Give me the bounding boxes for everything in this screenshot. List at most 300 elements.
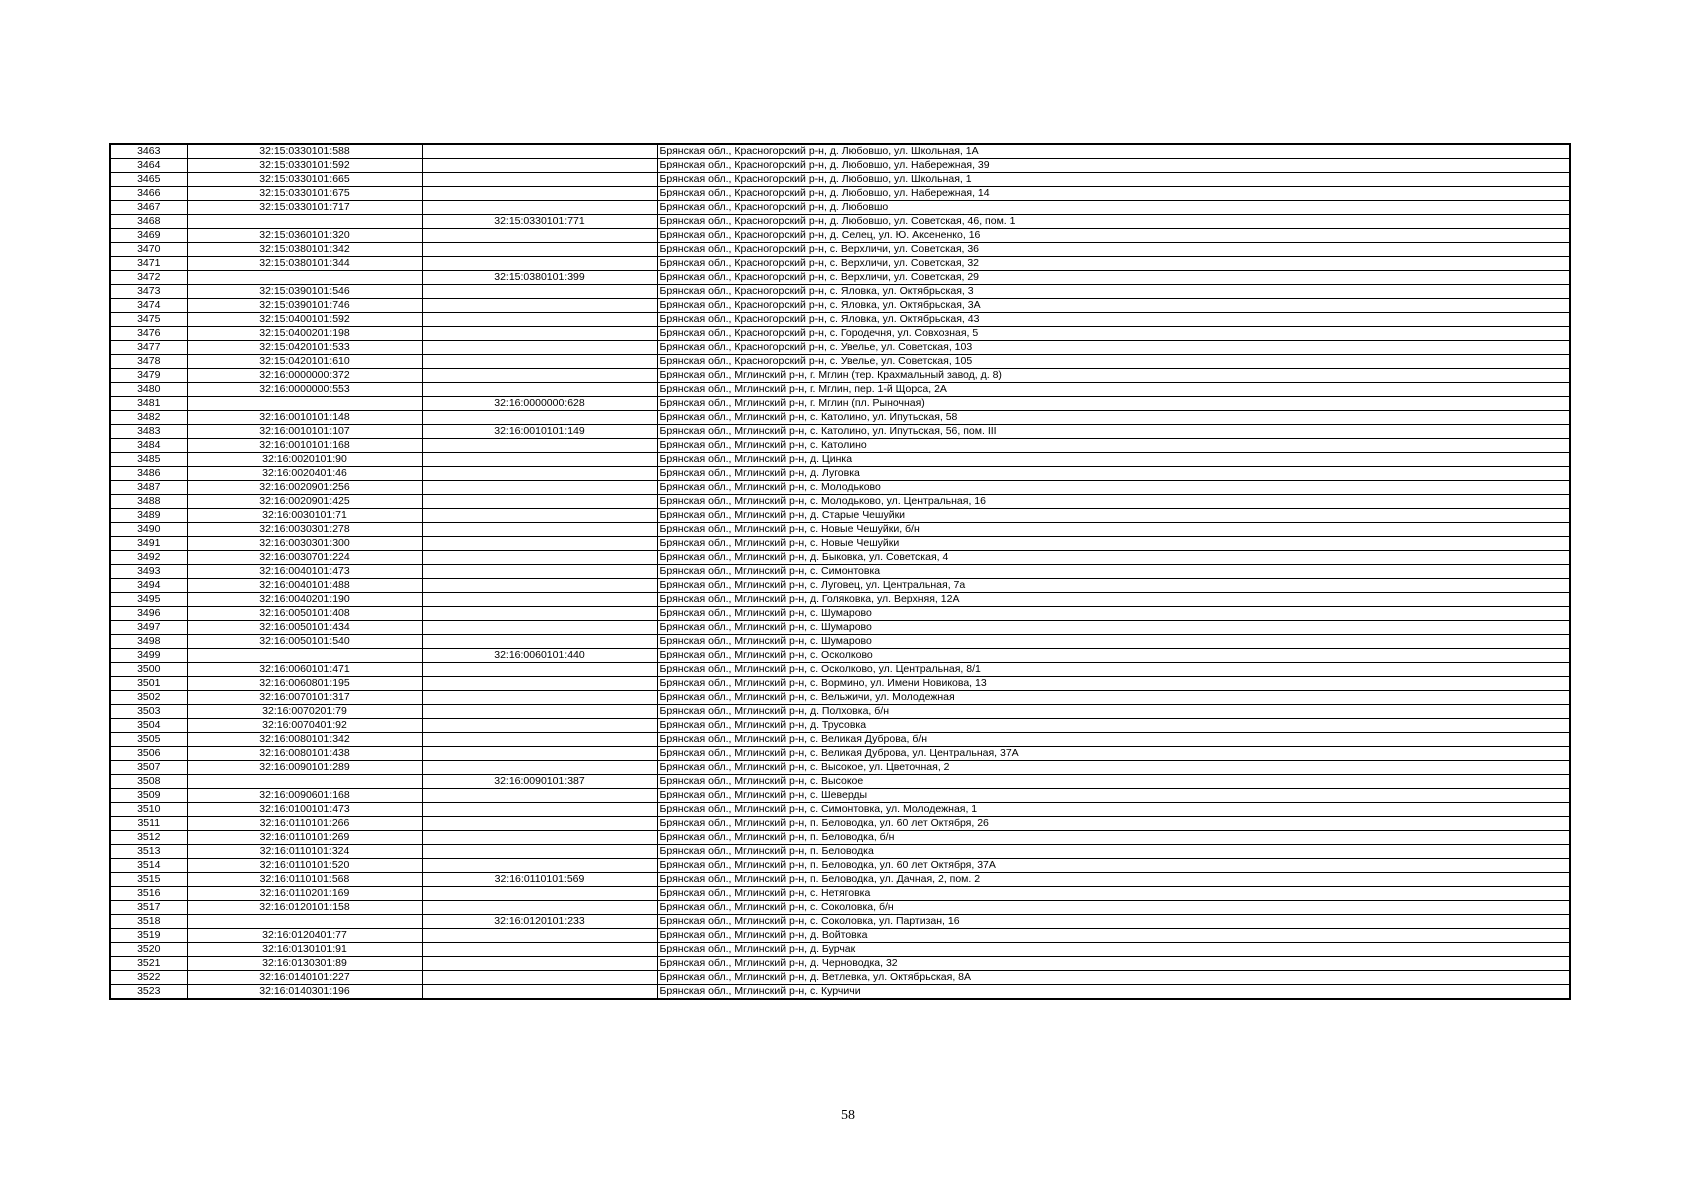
- cadastral-number-cell: 32:16:0120101:158: [187, 901, 422, 915]
- cadastral-number-cell: 32:15:0400201:198: [187, 327, 422, 341]
- secondary-cadastral-number-cell: [422, 229, 657, 243]
- row-number-cell: 3479: [110, 369, 187, 383]
- table-row: [110, 537, 1570, 551]
- cadastral-number-cell: [187, 397, 422, 411]
- row-number-cell: 3470: [110, 243, 187, 257]
- address-cell: Брянская обл., Мглинский р-н, п. Беловодка, ул. Дачная, 2, пом. 2: [657, 873, 1570, 887]
- secondary-cadastral-number-cell: [422, 495, 657, 509]
- secondary-cadastral-number-cell: [422, 257, 657, 271]
- address-cell: Брянская обл., Мглинский р-н, с. Шумарово: [657, 607, 1570, 621]
- cadastral-number-cell: 32:16:0110101:568: [187, 873, 422, 887]
- table-row: [110, 355, 1570, 369]
- secondary-cadastral-number-cell: [422, 411, 657, 425]
- secondary-cadastral-number-cell: [422, 719, 657, 733]
- row-number-cell: 3500: [110, 663, 187, 677]
- address-cell: Брянская обл., Красногорский р-н, д. Любовшо: [657, 201, 1570, 215]
- row-number-cell: 3463: [110, 144, 187, 159]
- secondary-cadastral-number-cell: [422, 579, 657, 593]
- cadastral-number-cell: 32:16:0130101:91: [187, 943, 422, 957]
- table-row: [110, 243, 1570, 257]
- address-cell: Брянская обл., Красногорский р-н, д. Любовшо, ул. Школьная, 1: [657, 173, 1570, 187]
- table-row: [110, 775, 1570, 789]
- secondary-cadastral-number-cell: [422, 369, 657, 383]
- row-number-cell: 3512: [110, 831, 187, 845]
- table-row: [110, 691, 1570, 705]
- secondary-cadastral-number-cell: [422, 551, 657, 565]
- address-cell: Брянская обл., Мглинский р-н, с. Симонтовка, ул. Молодежная, 1: [657, 803, 1570, 817]
- address-cell: Брянская обл., Мглинский р-н, с. Католино: [657, 439, 1570, 453]
- secondary-cadastral-number-cell: [422, 607, 657, 621]
- table-row: [110, 551, 1570, 565]
- table-row: [110, 383, 1570, 397]
- row-number-cell: 3475: [110, 313, 187, 327]
- row-number-cell: 3502: [110, 691, 187, 705]
- address-cell: Брянская обл., Красногорский р-н, с. Верхличи, ул. Советская, 29: [657, 271, 1570, 285]
- secondary-cadastral-number-cell: 32:16:0010101:149: [422, 425, 657, 439]
- secondary-cadastral-number-cell: [422, 313, 657, 327]
- cadastral-number-cell: 32:16:0060801:195: [187, 677, 422, 691]
- secondary-cadastral-number-cell: [422, 733, 657, 747]
- cadastral-number-cell: 32:16:0010101:168: [187, 439, 422, 453]
- cadastral-number-cell: [187, 915, 422, 929]
- table-row: [110, 943, 1570, 957]
- cadastral-number-cell: [187, 271, 422, 285]
- table-row: [110, 929, 1570, 943]
- address-cell: Брянская обл., Красногорский р-н, с. Яловка, ул. Октябрьская, 3: [657, 285, 1570, 299]
- cadastral-number-cell: 32:15:0360101:320: [187, 229, 422, 243]
- table-row: [110, 957, 1570, 971]
- table-row: [110, 677, 1570, 691]
- address-cell: Брянская обл., Мглинский р-н, с. Высокое, ул. Цветочная, 2: [657, 761, 1570, 775]
- secondary-cadastral-number-cell: 32:15:0330101:771: [422, 215, 657, 229]
- cadastral-number-cell: 32:15:0330101:675: [187, 187, 422, 201]
- table-row: [110, 887, 1570, 901]
- address-cell: Брянская обл., Мглинский р-н, п. Беловодка, ул. 60 лет Октября, 26: [657, 817, 1570, 831]
- row-number-cell: 3504: [110, 719, 187, 733]
- table-row: [110, 229, 1570, 243]
- row-number-cell: 3508: [110, 775, 187, 789]
- table-row: [110, 817, 1570, 831]
- address-cell: Брянская обл., Красногорский р-н, с. Увелье, ул. Советская, 103: [657, 341, 1570, 355]
- cadastral-number-cell: 32:16:0000000:553: [187, 383, 422, 397]
- secondary-cadastral-number-cell: [422, 677, 657, 691]
- cadastral-number-cell: 32:16:0050101:408: [187, 607, 422, 621]
- secondary-cadastral-number-cell: 32:16:0060101:440: [422, 649, 657, 663]
- row-number-cell: 3522: [110, 971, 187, 985]
- address-cell: Брянская обл., Мглинский р-н, д. Черноводка, 32: [657, 957, 1570, 971]
- address-cell: Брянская обл., Мглинский р-н, с. Высокое: [657, 775, 1570, 789]
- address-cell: Брянская обл., Мглинский р-н, с. Осколково: [657, 649, 1570, 663]
- address-cell: Брянская обл., Красногорский р-н, с. Городечня, ул. Совхозная, 5: [657, 327, 1570, 341]
- secondary-cadastral-number-cell: [422, 565, 657, 579]
- table-row: [110, 187, 1570, 201]
- address-cell: Брянская обл., Мглинский р-н, п. Беловодка, б/н: [657, 831, 1570, 845]
- table-row: [110, 985, 1570, 1000]
- address-cell: Брянская обл., Мглинский р-н, д. Войтовка: [657, 929, 1570, 943]
- secondary-cadastral-number-cell: [422, 537, 657, 551]
- cadastral-number-cell: 32:16:0030301:300: [187, 537, 422, 551]
- address-cell: Брянская обл., Мглинский р-н, с. Вельжичи, ул. Молодежная: [657, 691, 1570, 705]
- cadastral-number-cell: 32:16:0130301:89: [187, 957, 422, 971]
- secondary-cadastral-number-cell: [422, 383, 657, 397]
- secondary-cadastral-number-cell: [422, 901, 657, 915]
- cadastral-number-cell: 32:15:0330101:665: [187, 173, 422, 187]
- table-row: [110, 859, 1570, 873]
- row-number-cell: 3486: [110, 467, 187, 481]
- row-number-cell: 3520: [110, 943, 187, 957]
- table-row: [110, 789, 1570, 803]
- row-number-cell: 3506: [110, 747, 187, 761]
- secondary-cadastral-number-cell: [422, 144, 657, 159]
- table-row: [110, 705, 1570, 719]
- row-number-cell: 3501: [110, 677, 187, 691]
- row-number-cell: 3499: [110, 649, 187, 663]
- secondary-cadastral-number-cell: [422, 299, 657, 313]
- cadastral-number-cell: 32:15:0420101:610: [187, 355, 422, 369]
- table-row: [110, 201, 1570, 215]
- address-cell: Брянская обл., Мглинский р-н, с. Католино, ул. Ипутьская, 58: [657, 411, 1570, 425]
- cadastral-number-cell: 32:16:0110201:169: [187, 887, 422, 901]
- address-cell: Брянская обл., Мглинский р-н, д. Трусовка: [657, 719, 1570, 733]
- cadastral-number-cell: 32:16:0030701:224: [187, 551, 422, 565]
- row-number-cell: 3469: [110, 229, 187, 243]
- cadastral-number-cell: 32:16:0100101:473: [187, 803, 422, 817]
- cadastral-number-cell: 32:16:0060101:471: [187, 663, 422, 677]
- table-row: [110, 663, 1570, 677]
- secondary-cadastral-number-cell: [422, 467, 657, 481]
- row-number-cell: 3516: [110, 887, 187, 901]
- address-cell: Брянская обл., Мглинский р-н, д. Ветлевка, ул. Октябрьская, 8А: [657, 971, 1570, 985]
- property-table: [109, 143, 1571, 1000]
- secondary-cadastral-number-cell: [422, 439, 657, 453]
- row-number-cell: 3467: [110, 201, 187, 215]
- address-cell: Брянская обл., Мглинский р-н, с. Молодьково, ул. Центральная, 16: [657, 495, 1570, 509]
- address-cell: Брянская обл., Мглинский р-н, с. Соколовка, б/н: [657, 901, 1570, 915]
- secondary-cadastral-number-cell: [422, 957, 657, 971]
- secondary-cadastral-number-cell: 32:16:0000000:628: [422, 397, 657, 411]
- row-number-cell: 3498: [110, 635, 187, 649]
- cadastral-number-cell: 32:16:0090101:289: [187, 761, 422, 775]
- page-number: 58: [841, 1108, 855, 1123]
- cadastral-number-cell: 32:15:0390101:746: [187, 299, 422, 313]
- address-cell: Брянская обл., Красногорский р-н, д. Любовшо, ул. Школьная, 1А: [657, 144, 1570, 159]
- cadastral-number-cell: 32:16:0070101:317: [187, 691, 422, 705]
- address-cell: Брянская обл., Мглинский р-н, с. Луговец, ул. Центральная, 7а: [657, 579, 1570, 593]
- secondary-cadastral-number-cell: 32:16:0110101:569: [422, 873, 657, 887]
- row-number-cell: 3515: [110, 873, 187, 887]
- secondary-cadastral-number-cell: [422, 509, 657, 523]
- table-row: [110, 397, 1570, 411]
- row-number-cell: 3482: [110, 411, 187, 425]
- row-number-cell: 3511: [110, 817, 187, 831]
- table-row: [110, 453, 1570, 467]
- secondary-cadastral-number-cell: 32:16:0120101:233: [422, 915, 657, 929]
- address-cell: Брянская обл., Красногорский р-н, д. Селец, ул. Ю. Аксененко, 16: [657, 229, 1570, 243]
- row-number-cell: 3466: [110, 187, 187, 201]
- row-number-cell: 3513: [110, 845, 187, 859]
- table-row: [110, 299, 1570, 313]
- address-cell: Брянская обл., Мглинский р-н, с. Новые Чешуйки: [657, 537, 1570, 551]
- address-cell: Брянская обл., Мглинский р-н, д. Голяковка, ул. Верхняя, 12А: [657, 593, 1570, 607]
- secondary-cadastral-number-cell: [422, 859, 657, 873]
- cadastral-number-cell: 32:15:0400101:592: [187, 313, 422, 327]
- cadastral-number-cell: 32:16:0050101:434: [187, 621, 422, 635]
- row-number-cell: 3494: [110, 579, 187, 593]
- cadastral-number-cell: 32:16:0040101:488: [187, 579, 422, 593]
- table-row: [110, 285, 1570, 299]
- row-number-cell: 3491: [110, 537, 187, 551]
- cadastral-number-cell: 32:16:0050101:540: [187, 635, 422, 649]
- table-row: [110, 845, 1570, 859]
- address-cell: Брянская обл., Мглинский р-н, с. Великая Дуброва, ул. Центральная, 37А: [657, 747, 1570, 761]
- address-cell: Брянская обл., Мглинский р-н, г. Мглин (тер. Крахмальный завод, д. 8): [657, 369, 1570, 383]
- address-cell: Брянская обл., Мглинский р-н, с. Шеверды: [657, 789, 1570, 803]
- cadastral-number-cell: 32:16:0030301:278: [187, 523, 422, 537]
- table-row: [110, 467, 1570, 481]
- secondary-cadastral-number-cell: 32:16:0090101:387: [422, 775, 657, 789]
- table-row: [110, 607, 1570, 621]
- row-number-cell: 3484: [110, 439, 187, 453]
- address-cell: Брянская обл., Мглинский р-н, с. Вормино, ул. Имени Новикова, 13: [657, 677, 1570, 691]
- table-row: [110, 747, 1570, 761]
- cadastral-number-cell: 32:16:0080101:342: [187, 733, 422, 747]
- address-cell: Брянская обл., Мглинский р-н, с. Молодьково: [657, 481, 1570, 495]
- secondary-cadastral-number-cell: [422, 943, 657, 957]
- row-number-cell: 3496: [110, 607, 187, 621]
- address-cell: Брянская обл., Мглинский р-н, с. Шумарово: [657, 621, 1570, 635]
- cadastral-number-cell: [187, 775, 422, 789]
- row-number-cell: 3471: [110, 257, 187, 271]
- cadastral-number-cell: 32:16:0070201:79: [187, 705, 422, 719]
- table-row: [110, 509, 1570, 523]
- secondary-cadastral-number-cell: [422, 593, 657, 607]
- address-cell: Брянская обл., Мглинский р-н, с. Католино, ул. Ипутьская, 56, пом. III: [657, 425, 1570, 439]
- cadastral-number-cell: 32:16:0020901:256: [187, 481, 422, 495]
- cadastral-number-cell: 32:15:0330101:717: [187, 201, 422, 215]
- cadastral-number-cell: [187, 649, 422, 663]
- table-row: [110, 579, 1570, 593]
- cadastral-number-cell: 32:16:0080101:438: [187, 747, 422, 761]
- table-row: [110, 719, 1570, 733]
- row-number-cell: 3510: [110, 803, 187, 817]
- address-cell: Брянская обл., Мглинский р-н, с. Великая Дуброва, б/н: [657, 733, 1570, 747]
- address-cell: Брянская обл., Мглинский р-н, с. Осколково, ул. Центральная, 8/1: [657, 663, 1570, 677]
- address-cell: Брянская обл., Мглинский р-н, с. Шумарово: [657, 635, 1570, 649]
- table-row: [110, 565, 1570, 579]
- row-number-cell: 3488: [110, 495, 187, 509]
- secondary-cadastral-number-cell: [422, 747, 657, 761]
- cadastral-number-cell: [187, 215, 422, 229]
- address-cell: Брянская обл., Мглинский р-н, д. Полховка, б/н: [657, 705, 1570, 719]
- secondary-cadastral-number-cell: [422, 341, 657, 355]
- row-number-cell: 3465: [110, 173, 187, 187]
- row-number-cell: 3487: [110, 481, 187, 495]
- secondary-cadastral-number-cell: [422, 187, 657, 201]
- cadastral-number-cell: 32:16:0070401:92: [187, 719, 422, 733]
- row-number-cell: 3473: [110, 285, 187, 299]
- cadastral-number-cell: 32:15:0330101:588: [187, 144, 422, 159]
- row-number-cell: 3464: [110, 159, 187, 173]
- row-number-cell: 3509: [110, 789, 187, 803]
- address-cell: Брянская обл., Красногорский р-н, с. Верхличи, ул. Советская, 36: [657, 243, 1570, 257]
- table-row: [110, 621, 1570, 635]
- table-row: [110, 873, 1570, 887]
- secondary-cadastral-number-cell: [422, 789, 657, 803]
- table-row: [110, 495, 1570, 509]
- address-cell: Брянская обл., Мглинский р-н, с. Нетяговка: [657, 887, 1570, 901]
- table-row: [110, 649, 1570, 663]
- row-number-cell: 3521: [110, 957, 187, 971]
- table-row: [110, 901, 1570, 915]
- table-row: [110, 761, 1570, 775]
- row-number-cell: 3518: [110, 915, 187, 929]
- address-cell: Брянская обл., Мглинский р-н, с. Симонтовка: [657, 565, 1570, 579]
- table-row: [110, 144, 1570, 159]
- row-number-cell: 3497: [110, 621, 187, 635]
- secondary-cadastral-number-cell: [422, 761, 657, 775]
- row-number-cell: 3474: [110, 299, 187, 313]
- address-cell: Брянская обл., Мглинский р-н, с. Новые Чешуйки, б/н: [657, 523, 1570, 537]
- table-row: [110, 369, 1570, 383]
- cadastral-number-cell: 32:16:0140101:227: [187, 971, 422, 985]
- row-number-cell: 3523: [110, 985, 187, 1000]
- cadastral-number-cell: 32:15:0330101:592: [187, 159, 422, 173]
- table-row: [110, 159, 1570, 173]
- address-cell: Брянская обл., Красногорский р-н, с. Увелье, ул. Советская, 105: [657, 355, 1570, 369]
- table-row: [110, 635, 1570, 649]
- row-number-cell: 3505: [110, 733, 187, 747]
- table-row: [110, 915, 1570, 929]
- table-row: [110, 341, 1570, 355]
- address-cell: Брянская обл., Мглинский р-н, д. Быковка, ул. Советская, 4: [657, 551, 1570, 565]
- secondary-cadastral-number-cell: [422, 523, 657, 537]
- address-cell: Брянская обл., Красногорский р-н, д. Любовшо, ул. Набережная, 39: [657, 159, 1570, 173]
- row-number-cell: 3517: [110, 901, 187, 915]
- cadastral-number-cell: 32:16:0110101:269: [187, 831, 422, 845]
- address-cell: Брянская обл., Мглинский р-н, п. Беловодка: [657, 845, 1570, 859]
- cadastral-number-cell: 32:16:0040201:190: [187, 593, 422, 607]
- table-row: [110, 411, 1570, 425]
- secondary-cadastral-number-cell: 32:15:0380101:399: [422, 271, 657, 285]
- table-row: [110, 257, 1570, 271]
- table-row: [110, 971, 1570, 985]
- row-number-cell: 3478: [110, 355, 187, 369]
- row-number-cell: 3492: [110, 551, 187, 565]
- address-cell: Брянская обл., Мглинский р-н, с. Соколовка, ул. Партизан, 16: [657, 915, 1570, 929]
- secondary-cadastral-number-cell: [422, 621, 657, 635]
- cadastral-number-cell: 32:15:0390101:546: [187, 285, 422, 299]
- secondary-cadastral-number-cell: [422, 691, 657, 705]
- table-body: [110, 144, 1570, 999]
- cadastral-number-cell: 32:15:0380101:344: [187, 257, 422, 271]
- secondary-cadastral-number-cell: [422, 173, 657, 187]
- table-row: [110, 327, 1570, 341]
- secondary-cadastral-number-cell: [422, 845, 657, 859]
- table-row: [110, 733, 1570, 747]
- secondary-cadastral-number-cell: [422, 635, 657, 649]
- secondary-cadastral-number-cell: [422, 705, 657, 719]
- row-number-cell: 3495: [110, 593, 187, 607]
- cadastral-number-cell: 32:16:0030101:71: [187, 509, 422, 523]
- cadastral-number-cell: 32:15:0380101:342: [187, 243, 422, 257]
- row-number-cell: 3493: [110, 565, 187, 579]
- cadastral-number-cell: 32:16:0120401:77: [187, 929, 422, 943]
- table-row: [110, 173, 1570, 187]
- cadastral-number-cell: 32:16:0090601:168: [187, 789, 422, 803]
- row-number-cell: 3472: [110, 271, 187, 285]
- address-cell: Брянская обл., Мглинский р-н, г. Мглин, пер. 1-й Щорса, 2А: [657, 383, 1570, 397]
- table-row: [110, 481, 1570, 495]
- table-row: [110, 425, 1570, 439]
- cadastral-number-cell: 32:16:0110101:266: [187, 817, 422, 831]
- cadastral-number-cell: 32:16:0110101:324: [187, 845, 422, 859]
- row-number-cell: 3485: [110, 453, 187, 467]
- table-row: [110, 593, 1570, 607]
- secondary-cadastral-number-cell: [422, 481, 657, 495]
- row-number-cell: 3503: [110, 705, 187, 719]
- cadastral-number-cell: 32:16:0020901:425: [187, 495, 422, 509]
- row-number-cell: 3514: [110, 859, 187, 873]
- row-number-cell: 3519: [110, 929, 187, 943]
- secondary-cadastral-number-cell: [422, 159, 657, 173]
- address-cell: Брянская обл., Мглинский р-н, д. Луговка: [657, 467, 1570, 481]
- table-row: [110, 313, 1570, 327]
- table-row: [110, 271, 1570, 285]
- table-row: [110, 215, 1570, 229]
- address-cell: Брянская обл., Мглинский р-н, п. Беловодка, ул. 60 лет Октября, 37А: [657, 859, 1570, 873]
- secondary-cadastral-number-cell: [422, 285, 657, 299]
- address-cell: Брянская обл., Красногорский р-н, д. Любовшо, ул. Советская, 46, пом. 1: [657, 215, 1570, 229]
- table-row: [110, 523, 1570, 537]
- secondary-cadastral-number-cell: [422, 201, 657, 215]
- secondary-cadastral-number-cell: [422, 817, 657, 831]
- secondary-cadastral-number-cell: [422, 243, 657, 257]
- row-number-cell: 3507: [110, 761, 187, 775]
- address-cell: Брянская обл., Мглинский р-н, д. Старые Чешуйки: [657, 509, 1570, 523]
- row-number-cell: 3489: [110, 509, 187, 523]
- cadastral-number-cell: 32:16:0140301:196: [187, 985, 422, 1000]
- secondary-cadastral-number-cell: [422, 453, 657, 467]
- address-cell: Брянская обл., Красногорский р-н, с. Верхличи, ул. Советская, 32: [657, 257, 1570, 271]
- address-cell: Брянская обл., Красногорский р-н, с. Яловка, ул. Октябрьская, 43: [657, 313, 1570, 327]
- address-cell: Брянская обл., Мглинский р-н, с. Курчичи: [657, 985, 1570, 1000]
- secondary-cadastral-number-cell: [422, 803, 657, 817]
- secondary-cadastral-number-cell: [422, 663, 657, 677]
- secondary-cadastral-number-cell: [422, 971, 657, 985]
- row-number-cell: 3490: [110, 523, 187, 537]
- row-number-cell: 3477: [110, 341, 187, 355]
- cadastral-number-cell: 32:16:0010101:107: [187, 425, 422, 439]
- address-cell: Брянская обл., Мглинский р-н, д. Цинка: [657, 453, 1570, 467]
- secondary-cadastral-number-cell: [422, 355, 657, 369]
- table-row: [110, 831, 1570, 845]
- row-number-cell: 3481: [110, 397, 187, 411]
- cadastral-number-cell: 32:16:0020401:46: [187, 467, 422, 481]
- row-number-cell: 3468: [110, 215, 187, 229]
- cadastral-number-cell: 32:16:0040101:473: [187, 565, 422, 579]
- secondary-cadastral-number-cell: [422, 327, 657, 341]
- address-cell: Брянская обл., Мглинский р-н, д. Бурчак: [657, 943, 1570, 957]
- address-cell: Брянская обл., Красногорский р-н, с. Яловка, ул. Октябрьская, 3А: [657, 299, 1570, 313]
- row-number-cell: 3480: [110, 383, 187, 397]
- table-row: [110, 439, 1570, 453]
- secondary-cadastral-number-cell: [422, 985, 657, 1000]
- secondary-cadastral-number-cell: [422, 929, 657, 943]
- secondary-cadastral-number-cell: [422, 887, 657, 901]
- cadastral-number-cell: 32:16:0000000:372: [187, 369, 422, 383]
- address-cell: Брянская обл., Мглинский р-н, г. Мглин (пл. Рыночная): [657, 397, 1570, 411]
- cadastral-number-cell: 32:15:0420101:533: [187, 341, 422, 355]
